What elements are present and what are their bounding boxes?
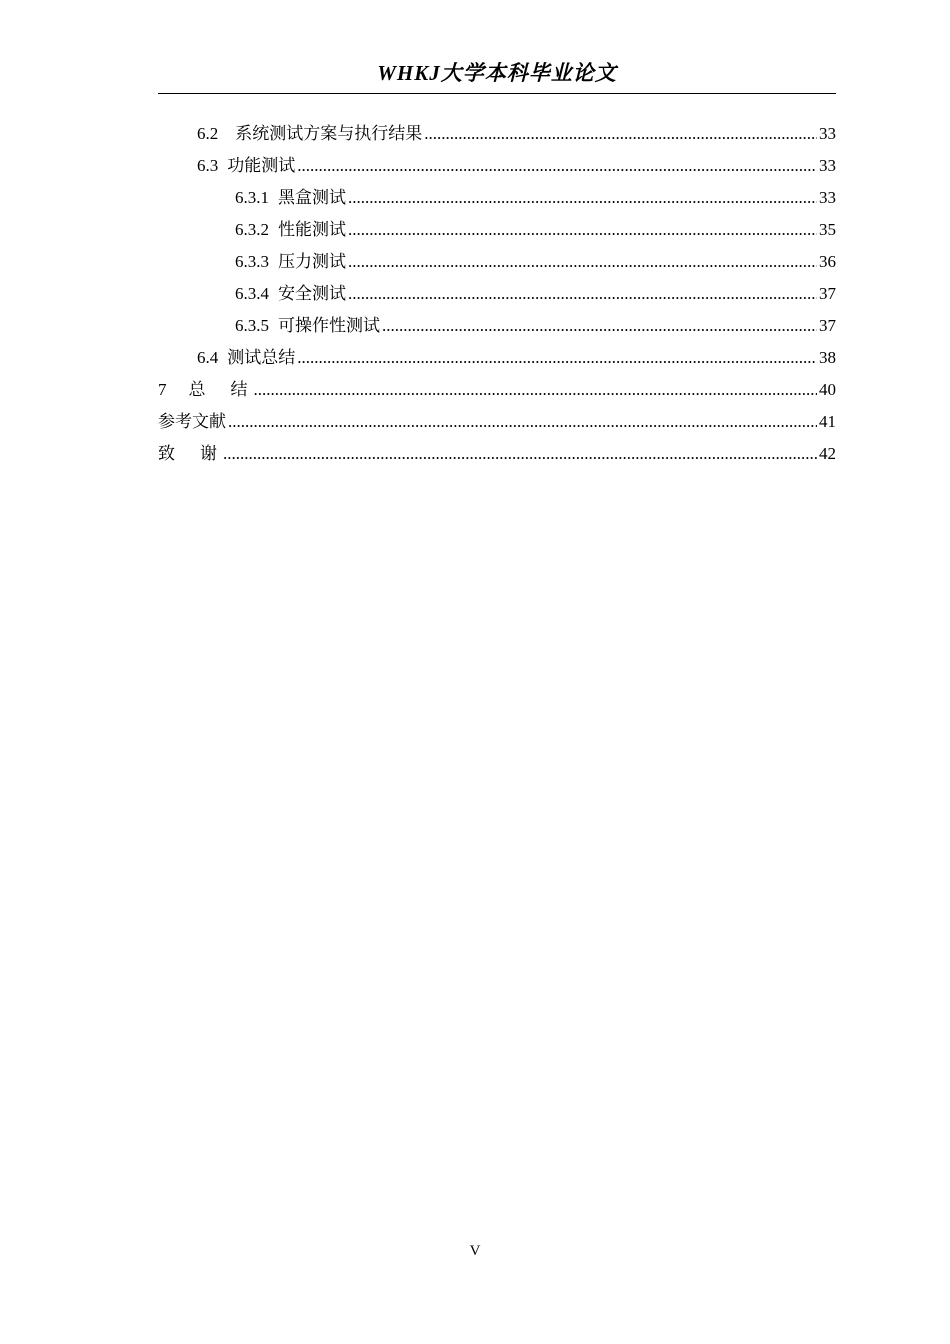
toc-entry-number: 6.4 <box>197 348 219 367</box>
toc-entry-page: 33 <box>819 156 836 175</box>
toc-entry-title: 功能测试 <box>227 156 296 175</box>
toc-entry-number: 7 <box>158 380 167 399</box>
toc-dot-leader <box>348 182 817 214</box>
toc-entry-number: 6.3.3 <box>235 252 269 271</box>
toc-entry-page: 41 <box>819 412 836 431</box>
toc-dot-leader <box>348 214 817 246</box>
toc-entry-title: 黑盒测试 <box>278 188 346 207</box>
toc-entry-7[interactable] <box>158 374 836 406</box>
toc-entry-page: 33 <box>819 188 836 207</box>
toc-entry-page: 37 <box>819 284 836 303</box>
toc-entry-6-3-4[interactable] <box>158 278 836 310</box>
toc-entry-page: 36 <box>819 252 836 271</box>
toc-entry-6-3-3[interactable] <box>158 246 836 278</box>
toc-dot-leader <box>382 310 817 342</box>
toc-entry-number: 6.3.1 <box>235 188 269 207</box>
toc-entry-title: 安全测试 <box>278 284 346 303</box>
toc-entry-number: 6.2 <box>197 124 219 143</box>
toc-entry-number: 6.3.2 <box>235 220 269 239</box>
toc-dot-leader <box>348 278 817 310</box>
toc-dot-leader <box>348 246 817 278</box>
toc-dot-leader <box>424 118 817 150</box>
toc-entry-title: 总 结 <box>188 380 252 399</box>
toc-entry-6-3-2[interactable] <box>158 214 836 246</box>
toc-entry-page: 37 <box>819 316 836 335</box>
toc-entry-6-2[interactable] <box>158 118 836 150</box>
toc-entry-page: 40 <box>819 380 836 399</box>
toc-entry-6-3[interactable] <box>158 150 836 182</box>
toc-entry-page: 33 <box>819 124 836 143</box>
toc-entry-title: 致 谢 <box>158 444 221 463</box>
toc-entry-title: 压力测试 <box>278 252 346 271</box>
toc-entry-title: 参考文献 <box>158 412 226 431</box>
toc-dot-leader <box>254 374 818 406</box>
header-divider <box>158 93 836 94</box>
toc-dot-leader <box>297 150 817 182</box>
toc-entry-page: 38 <box>819 348 836 367</box>
toc-entry-number: 6.3 <box>197 156 219 175</box>
toc-entry-title: 可操作性测试 <box>278 316 380 335</box>
toc-entry-acknowledgements[interactable] <box>158 438 836 470</box>
toc-entry-6-3-1[interactable] <box>158 182 836 214</box>
toc-entry-page: 35 <box>819 220 836 239</box>
toc-entry-6-3-5[interactable] <box>158 310 836 342</box>
toc-entry-references[interactable] <box>158 406 836 438</box>
table-of-contents <box>158 118 836 470</box>
toc-entry-number: 6.3.5 <box>235 316 269 335</box>
page-number: V <box>469 1243 481 1259</box>
toc-dot-leader <box>297 342 817 374</box>
toc-dot-leader <box>223 438 817 470</box>
toc-entry-title: 性能测试 <box>278 220 346 239</box>
toc-entry-title: 系统测试方案与执行结果 <box>235 124 423 143</box>
toc-entry-6-4[interactable] <box>158 342 836 374</box>
toc-dot-leader <box>228 406 817 438</box>
toc-entry-title: 测试总结 <box>227 348 296 367</box>
toc-entry-page: 42 <box>819 444 836 463</box>
page-header-title: WHKJ大学本科毕业论文 <box>377 61 617 85</box>
toc-entry-number: 6.3.4 <box>235 284 269 303</box>
